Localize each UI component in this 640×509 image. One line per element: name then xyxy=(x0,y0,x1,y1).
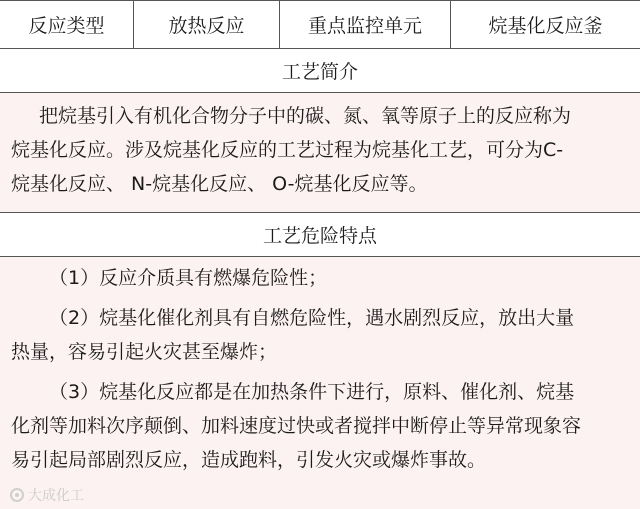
intro-title-row xyxy=(0,49,640,93)
hazards-title: 工艺危险特点 xyxy=(262,225,377,247)
hazard-line-6: 易引起局部剧烈反应，造成跑料，引发火灾或爆炸事故。 xyxy=(11,449,487,471)
reaction-type-value: 放热反应 xyxy=(168,15,245,37)
intro-line-3: 烷基化反应、 N-烷基化反应、 O-烷基化反应等。 xyxy=(11,173,428,195)
watermark-text: 大成化工 xyxy=(28,488,84,504)
monitor-unit-label: 重点监控单元 xyxy=(307,15,422,37)
hazard-line-4: （3）烷基化反应都是在加热条件下进行，原料、催化剂、烷基 xyxy=(49,381,575,403)
reaction-type-label: 反应类型 xyxy=(28,15,105,37)
intro-title: 工艺简介 xyxy=(281,61,358,83)
weibo-logo-icon xyxy=(10,488,24,502)
header-row xyxy=(0,0,640,49)
monitor-unit-value: 烷基化反应釜 xyxy=(488,15,603,37)
watermark xyxy=(10,485,84,505)
intro-body-row xyxy=(0,93,640,213)
hazards-title-row xyxy=(0,213,640,257)
intro-line-1: 把烷基引入有机化合物分子中的碳、氮、氧等原子上的反应称为 xyxy=(39,105,572,127)
hazard-line-3: 热量，容易引起火灾甚至爆炸； xyxy=(11,341,278,363)
hazard-line-2: （2）烷基化催化剂具有自燃危险性，遇水剧烈反应，放出大量 xyxy=(49,307,575,329)
hazard-line-1: （1）反应介质具有燃爆危险性； xyxy=(49,267,328,289)
hazard-line-5: 化剂等加料次序颠倒、加料速度过快或者搅拌中断停止等异常现象容 xyxy=(11,415,582,437)
intro-line-2: 烷基化反应。涉及烷基化反应的工艺过程为烷基化工艺，可分为C- xyxy=(11,139,564,161)
hazards-body-row xyxy=(0,257,640,509)
